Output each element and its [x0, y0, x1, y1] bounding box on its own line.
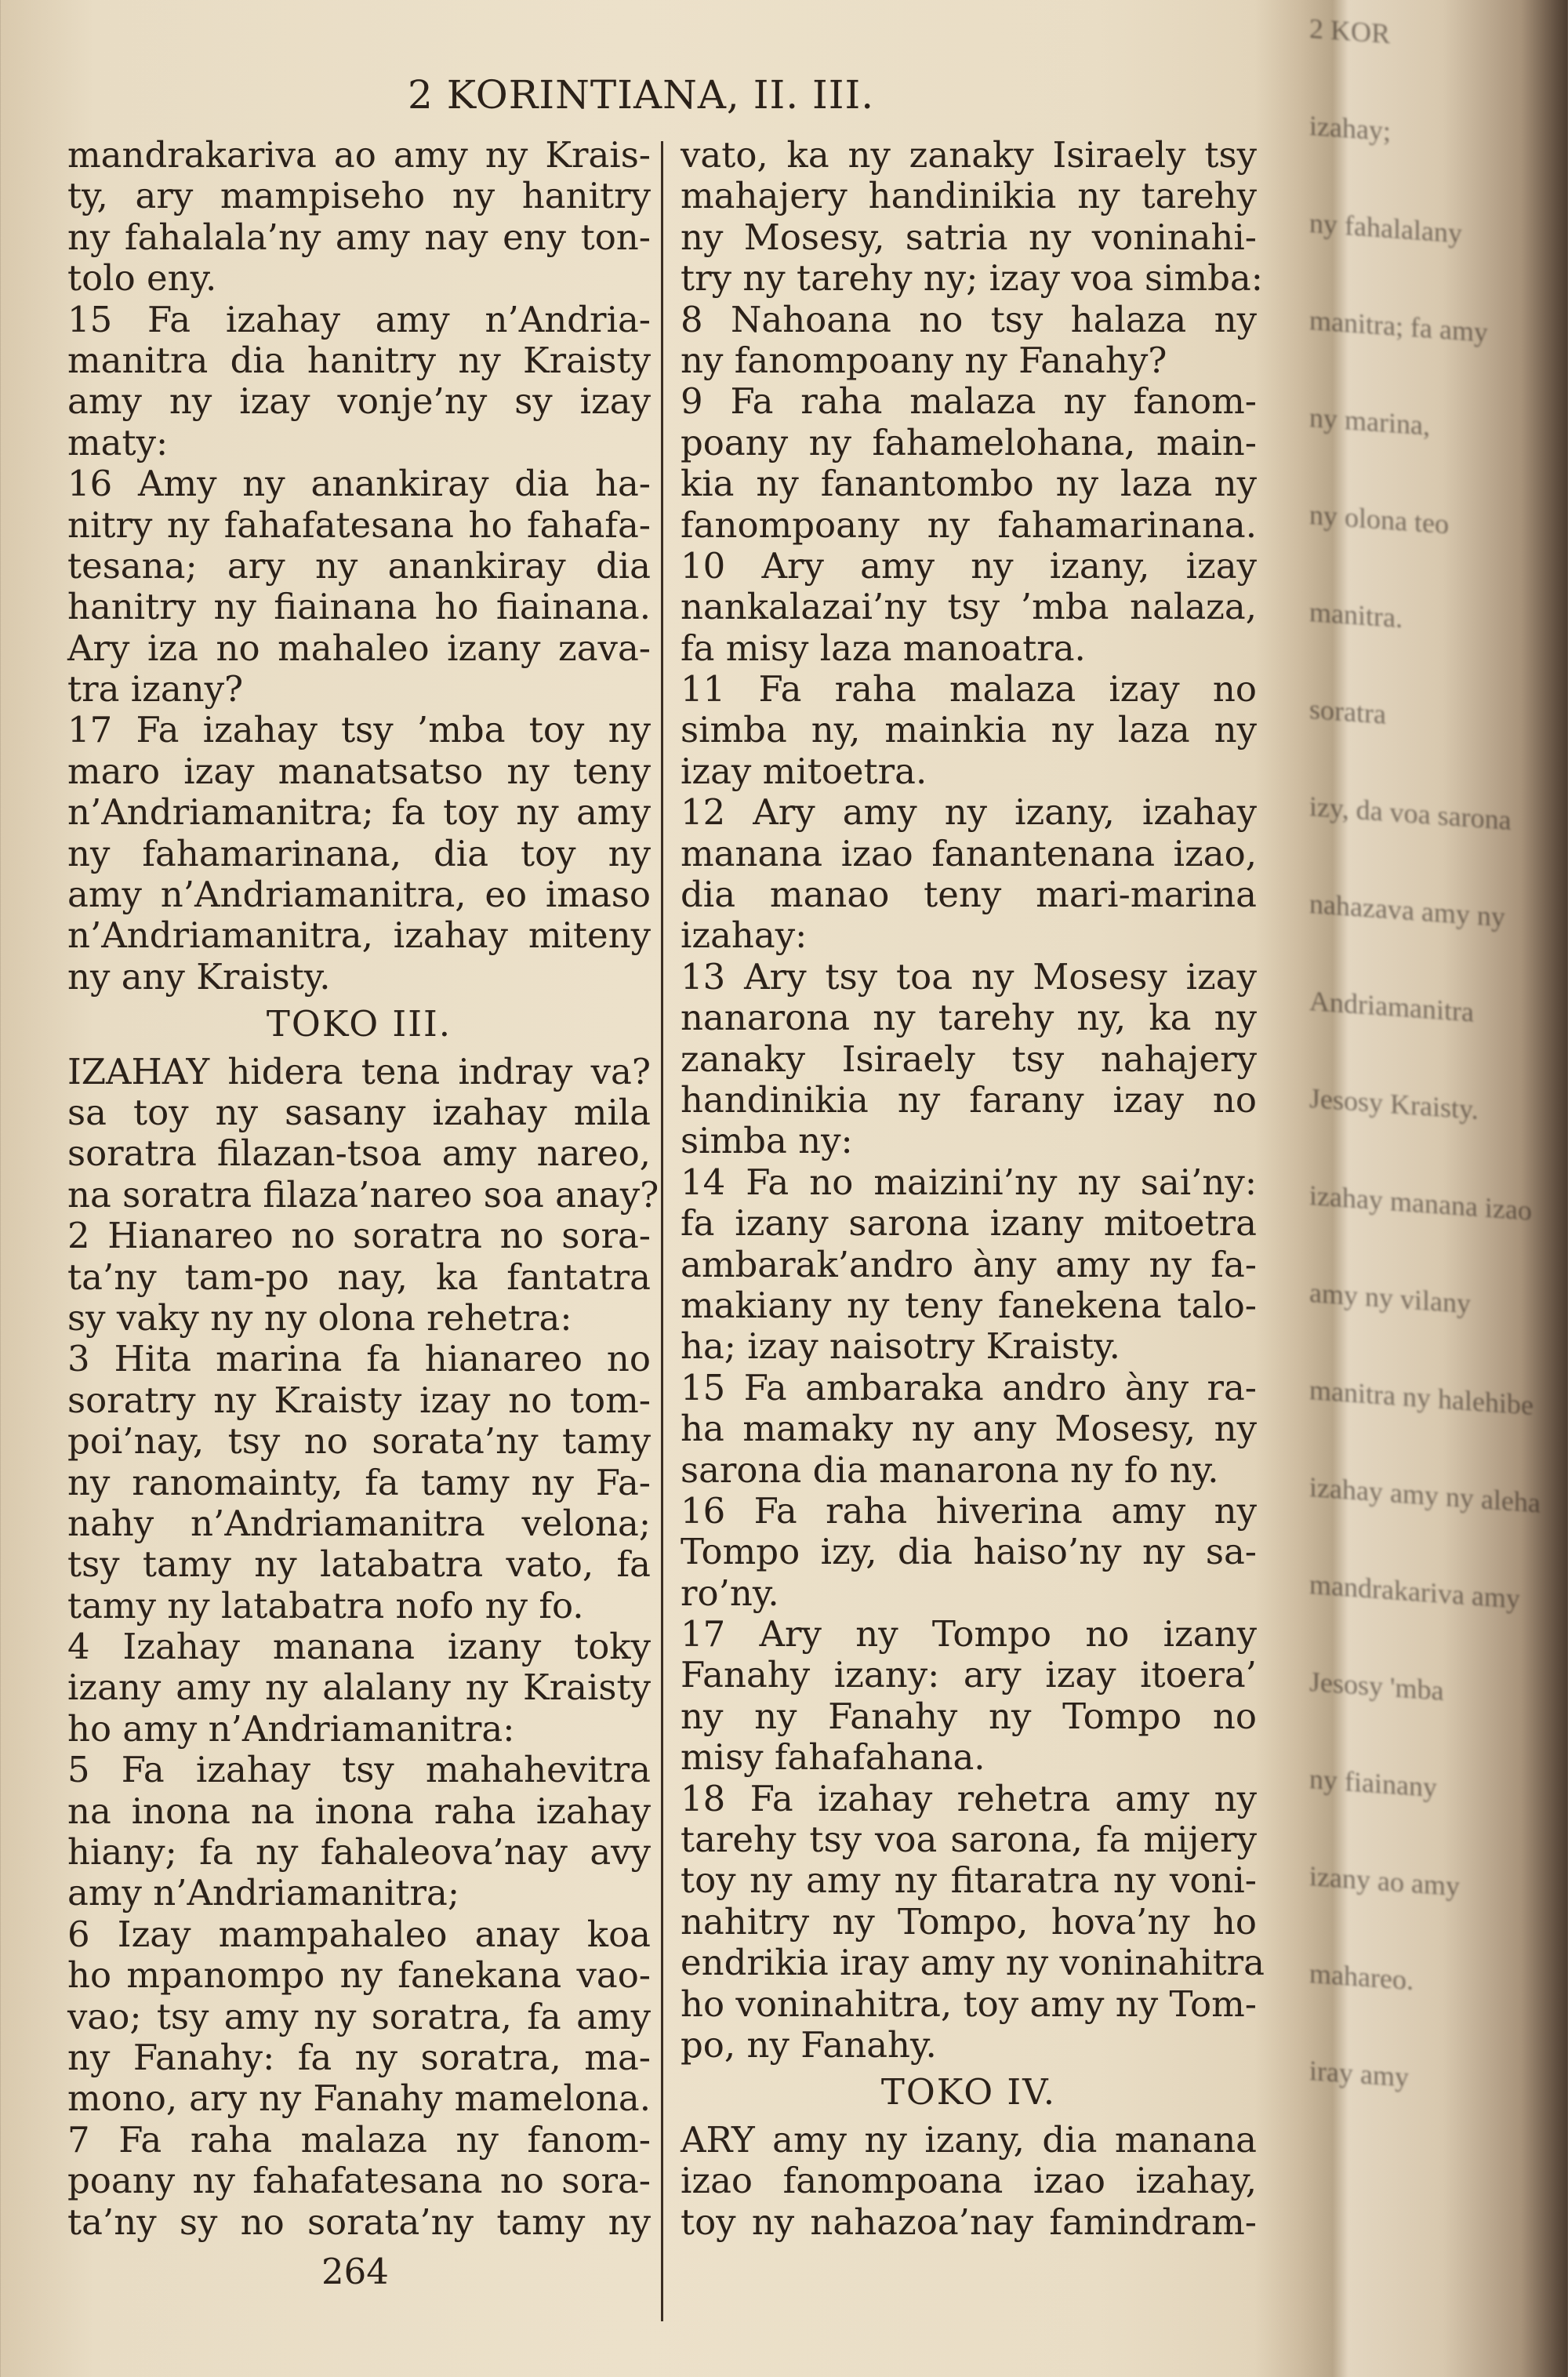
text-line: vao; tsy amy ny soratra, fa amy: [67, 1995, 651, 2037]
left-column: [67, 134, 659, 2243]
text-line: 12 Ary amy ny izany, izahay: [681, 791, 1257, 834]
facing-page-fragment: izy, da voa sarona: [1309, 791, 1512, 837]
text-line: simba ny, mainkia ny laza ny: [681, 709, 1257, 751]
text-line: ny Fanahy: fa ny soratra, ma-: [67, 2036, 651, 2078]
text-line: maro izay manatsatso ny teny: [67, 750, 651, 792]
facing-page-fragment: Andriamanitra: [1309, 985, 1474, 1028]
text-line: ny any Kraisty.: [67, 955, 331, 998]
text-line: ARY amy ny izany, dia manana: [681, 2118, 1257, 2161]
facing-page-fragment: manitra ny halehibe: [1309, 1374, 1534, 1421]
text-line: tra izany?: [67, 668, 244, 711]
text-line: Fanahy izany: ary izay itoera’: [681, 1654, 1257, 1696]
page-number: 264: [321, 2251, 389, 2292]
text-line: soratry ny Kraisty izay no tom-: [67, 1379, 651, 1421]
text-line: izahay:: [681, 914, 808, 957]
text-line: ny fahamarinana, dia toy ny: [67, 832, 651, 874]
text-line: poany ny fahafatesana no sora-: [67, 2160, 651, 2202]
text-line: nanarona ny tarehy ny, ka ny: [681, 997, 1257, 1039]
text-line: 11 Fa raha malaza izay no: [681, 668, 1257, 711]
text-line: amy n’Andriamanitra;: [67, 1872, 459, 1914]
text-line: ny fahalala’ny amy nay eny ton-: [67, 216, 651, 258]
text-line: amy n’Andriamanitra, eo imaso: [67, 874, 651, 916]
text-line: 15 Fa ambaraka andro àny ra-: [681, 1366, 1257, 1408]
facing-page-fragment: ny fahalalany: [1309, 207, 1462, 249]
column-divider: [661, 141, 663, 2321]
text-line: maty:: [67, 421, 169, 463]
text-line: manitra dia hanitry ny Kraisty: [67, 339, 651, 381]
text-line: zanaky Isiraely tsy nahajery: [681, 1038, 1257, 1080]
text-line: nahitry ny Tompo, hova’ny ho: [681, 1900, 1257, 1943]
text-line: 13 Ary tsy toa ny Mosesy izay: [681, 955, 1257, 998]
text-line: tamy ny latabatra nofo ny fo.: [67, 1584, 584, 1626]
text-line: 8 Nahoana no tsy halaza ny: [681, 298, 1257, 340]
chapter-heading: TOKO IV.: [880, 2071, 1057, 2113]
text-line: 15 Fa izahay amy n’Andria-: [67, 298, 651, 340]
facing-page-fragment: iray amy: [1309, 2055, 1409, 2093]
text-line: ny fanompoany ny Fanahy?: [681, 339, 1167, 381]
text-line: Ary iza no mahaleo izany zava-: [67, 627, 651, 669]
text-line: tolo eny.: [67, 257, 217, 300]
text-line: ty, ary mampiseho ny hanitry: [67, 175, 651, 217]
text-line: 18 Fa izahay rehetra amy ny: [681, 1777, 1257, 1819]
text-line: na soratra filaza’nareo soa anay?: [67, 1173, 659, 1216]
text-line: 17 Ary ny Tompo no izany: [681, 1613, 1257, 1656]
text-line: hanitry ny fiainana ho fiainana.: [67, 586, 651, 628]
facing-page-fragment: mandrakariva amy: [1309, 1568, 1520, 1615]
facing-page-fragment: ny fiainany: [1309, 1763, 1437, 1804]
text-line: soratra filazan-tsoa amy nareo,: [67, 1132, 651, 1175]
facing-page-fragment: mahareo.: [1309, 1957, 1414, 1997]
text-line: kia ny fanantombo ny laza ny: [681, 463, 1257, 505]
text-line: 16 Amy ny anankiray dia ha-: [67, 463, 651, 505]
text-line: ny ny Fanahy ny Tompo no: [681, 1695, 1257, 1737]
right-column: [681, 134, 1265, 2243]
text-line: fa izany sarona izany mitoetra: [681, 1202, 1257, 1245]
text-line: sarona dia manarona ny fo ny.: [681, 1448, 1219, 1491]
text-line: ho amy n’Andriamanitra:: [67, 1707, 515, 1750]
text-line: tsy tamy ny latabatra vato, fa: [67, 1543, 651, 1586]
text-line: ha mamaky ny any Mosesy, ny: [681, 1408, 1257, 1450]
text-line: fa misy laza manoatra.: [681, 627, 1086, 669]
text-line: IZAHAY hidera tena indray va?: [67, 1050, 651, 1092]
text-line: 9 Fa raha malaza ny fanom-: [681, 380, 1257, 423]
text-line: amy ny izay vonje’ny sy izay: [67, 380, 651, 423]
facing-page-fragment: Jesosy Kraisty.: [1309, 1082, 1479, 1126]
text-line: toy ny amy ny fitaratra ny voni-: [681, 1859, 1257, 1902]
text-line: izay mitoetra.: [681, 750, 927, 792]
text-line: ro’ny.: [681, 1572, 779, 1614]
text-line: 10 Ary amy ny izany, izay: [681, 544, 1257, 587]
text-line: manana izao fanantenana izao,: [681, 832, 1257, 874]
text-line: 7 Fa raha malaza ny fanom-: [67, 2118, 651, 2161]
text-line: ny ranomainty, fa tamy ny Fa-: [67, 1461, 651, 1503]
text-line: fanompoany ny fahamarinana.: [681, 503, 1257, 546]
facing-page-fragment: manitra.: [1309, 596, 1403, 634]
text-line: endrikia iray amy ny voninahitra: [681, 1942, 1265, 1984]
running-header: 2 KORINTIANA, II. III.: [408, 72, 875, 118]
text-line: nankalazai’ny tsy ’mba nalaza,: [681, 586, 1257, 628]
text-line: n’Andriamanitra; fa toy ny amy: [67, 791, 651, 834]
text-line: izany amy ny alalany ny Kraisty: [67, 1666, 651, 1709]
text-line: 14 Fa no maizini’ny ny sai’ny:: [681, 1161, 1257, 1203]
text-line: tarehy tsy voa sarona, fa mijery: [681, 1819, 1257, 1861]
facing-page-fragment: izahay manana izao: [1309, 1179, 1532, 1227]
text-line: ta’ny sy no sorata’ny tamy ny: [67, 2201, 651, 2243]
text-line: izao fanompoana izao izahay,: [681, 2160, 1257, 2202]
text-line: mahajery handinikia ny tarehy: [681, 175, 1257, 217]
text-line: ta’ny tam-po nay, ka fantatra: [67, 1256, 651, 1298]
facing-page-fragment: amy ny vilany: [1309, 1277, 1471, 1320]
text-line: handinikia ny farany izay no: [681, 1078, 1257, 1121]
text-line: ha; izay naisotry Kraisty.: [681, 1325, 1120, 1368]
facing-page-fragment: ny olona teo: [1309, 499, 1449, 540]
text-line: ho voninahitra, toy amy ny Tom-: [681, 1983, 1257, 2025]
text-line: tesana; ary ny anankiray dia: [67, 544, 651, 587]
text-line: 16 Fa raha hiverina amy ny: [681, 1489, 1257, 1532]
facing-page-fragment: ny marina,: [1309, 402, 1430, 442]
text-line: vato, ka ny zanaky Isiraely tsy: [681, 134, 1257, 176]
text-line: sy vaky ny ny olona rehetra:: [67, 1296, 572, 1339]
facing-page-fragment: Jesosy 'mba: [1309, 1666, 1444, 1706]
text-line: simba ny:: [681, 1120, 853, 1162]
facing-page-fragment: nahazava amy ny: [1309, 888, 1505, 933]
facing-page-fragment: izahay amy ny aleha: [1309, 1471, 1541, 1519]
facing-page-fragment: 2 KOR: [1309, 13, 1391, 50]
text-line: n’Andriamanitra, izahay miteny: [67, 914, 651, 957]
text-line: misy fahafahana.: [681, 1736, 985, 1779]
text-line: mono, ary ny Fanahy mamelona.: [67, 2077, 651, 2120]
text-line: dia manao teny mari-marina: [681, 874, 1257, 916]
text-line: ho mpanompo ny fanekana vao-: [67, 1954, 651, 1997]
text-line: nahy n’Andriamanitra velona;: [67, 1502, 651, 1544]
text-line: sa toy ny sasany izahay mila: [67, 1091, 651, 1133]
text-line: makiany ny teny fanekena talo-: [681, 1284, 1257, 1326]
text-line: toy ny nahazoa’nay famindram-: [681, 2201, 1257, 2243]
chapter-heading: TOKO III.: [266, 1003, 452, 1045]
facing-page-fragment: izany ao amy: [1309, 1860, 1460, 1903]
text-line: ambarak’andro àny amy ny fa-: [681, 1243, 1257, 1285]
text-line: nitry ny fahafatesana ho fahafa-: [67, 503, 651, 546]
facing-page-edge: [1309, 0, 1568, 2377]
text-line: mandrakariva ao amy ny Krais-: [67, 134, 651, 176]
facing-page-fragment: manitra; fa amy: [1309, 304, 1488, 348]
text-line: 5 Fa izahay tsy mahahevitra: [67, 1749, 651, 1791]
text-line: try ny tarehy ny; izay voa simba:: [681, 257, 1263, 300]
text-line: 17 Fa izahay tsy ’mba toy ny: [67, 709, 651, 751]
text-line: po, ny Fanahy.: [681, 2023, 937, 2066]
facing-page-fragment: izahay;: [1309, 110, 1391, 147]
text-line: Tompo izy, dia haiso’ny ny sa-: [681, 1531, 1257, 1573]
text-line: 6 Izay mampahaleo anay koa: [67, 1913, 651, 1955]
text-line: hiany; fa ny fahaleova’nay avy: [67, 1831, 651, 1874]
text-line: 4 Izahay manana izany toky: [67, 1626, 651, 1668]
text-line: ny Mosesy, satria ny voninahi-: [681, 216, 1257, 258]
text-line: 2 Hianareo no soratra no sora-: [67, 1215, 651, 1257]
facing-page-fragment: soratra: [1309, 693, 1386, 730]
text-line: poi’nay, tsy no sorata’ny tamy: [67, 1420, 651, 1463]
text-line: poany ny fahamelohana, main-: [681, 421, 1257, 463]
text-line: na inona na inona raha izahay: [67, 1790, 651, 1832]
text-line: 3 Hita marina fa hianareo no: [67, 1338, 651, 1380]
